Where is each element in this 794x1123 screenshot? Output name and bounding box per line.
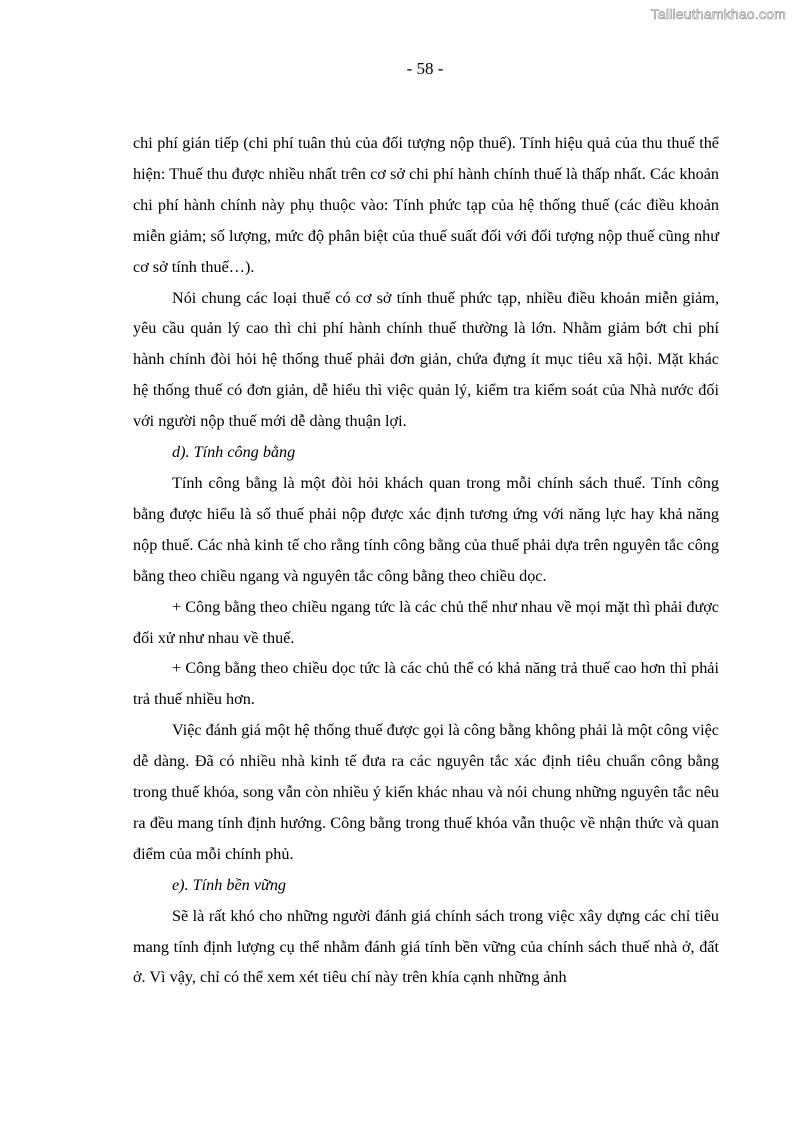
section-heading: e). Tính bền vững <box>172 875 287 894</box>
paragraph: Nói chung các loại thuế có cơ sở tính thuế phức tạp, nhiều điều khoản miễn giảm, yêu cầu quản lý cao thì chi phí hành chính thuế thường là lớn. Nhằm giảm bớt chi phí hành chính đòi hỏi hệ thống thuế phải đơn giản, chứa đựng ít mục tiêu xã hội. Mặt khác hệ thống thuế có đơn giản, dễ hiểu thì việc quản lý, kiểm tra kiểm soát của Nhà nước đối với người nộp thuế mới dễ dàng thuận lợi. <box>133 288 719 431</box>
section-heading: d). Tính công bằng <box>172 443 296 462</box>
page-number: - 58 - <box>406 59 444 78</box>
document-body <box>133 128 719 993</box>
paragraph: Sẽ là rất khó cho những người đánh giá chính sách trong việc xây dựng các chỉ tiêu mang tính định lượng cụ thể nhằm đánh giá tính bền vững của chính sách thuế nhà ở, đất ở. Vì vậy, chỉ có thể xem xét tiêu chí này trên khía cạnh những ảnh <box>133 906 719 987</box>
paragraph: Việc đánh giá một hệ thống thuế được gọi là công bằng không phải là một công việc dễ dàng. Đã có nhiều nhà kinh tế đưa ra các nguyên tắc xác định tiêu chuẩn công bằng trong thuế khóa, song vẫn còn nhiều ý kiến khác nhau và nói chung những nguyên tắc nêu ra đều mang tính định hướng. Công bằng trong thuế khóa vẫn thuộc về nhận thức và quan điểm của mỗi chính phủ. <box>133 721 719 863</box>
paragraph: + Công bằng theo chiều dọc tức là các chủ thể có khả năng trả thuế cao hơn thì phải trả thuế nhiều hơn. <box>133 659 719 709</box>
paragraph: chi phí gián tiếp (chi phí tuân thủ của đối tượng nộp thuế). Tính hiệu quả của thu thuế thể hiện: Thuế thu được nhiều nhất trên cơ sở chi phí hành chính thuế là thấp nhất. Các khoản chi phí hành chính này phụ thuộc vào: Tính phức tạp của hệ thống thuế (các điều khoản miễn giảm; số lượng, mức độ phân biệt của thuế suất đối với đối tượng nộp thuế cũng như cơ sở tính thuế…). <box>133 134 719 276</box>
paragraph: Tính công bằng là một đòi hỏi khách quan trong mỗi chính sách thuế. Tính công bằng được hiểu là số thuế phải nộp được xác định tương ứng với năng lực hay khả năng nộp thuế. Các nhà kinh tế cho rằng tính công bằng của thuế phải dựa trên nguyên tắc công bằng theo chiều ngang và nguyên tắc công bằng theo chiều dọc. <box>133 473 719 585</box>
paragraph: + Công bằng theo chiều ngang tức là các chủ thể như nhau về mọi mặt thì phải được đối xử như nhau về thuế. <box>133 597 719 647</box>
watermark: Tailieuthamkhao.com <box>650 6 786 22</box>
